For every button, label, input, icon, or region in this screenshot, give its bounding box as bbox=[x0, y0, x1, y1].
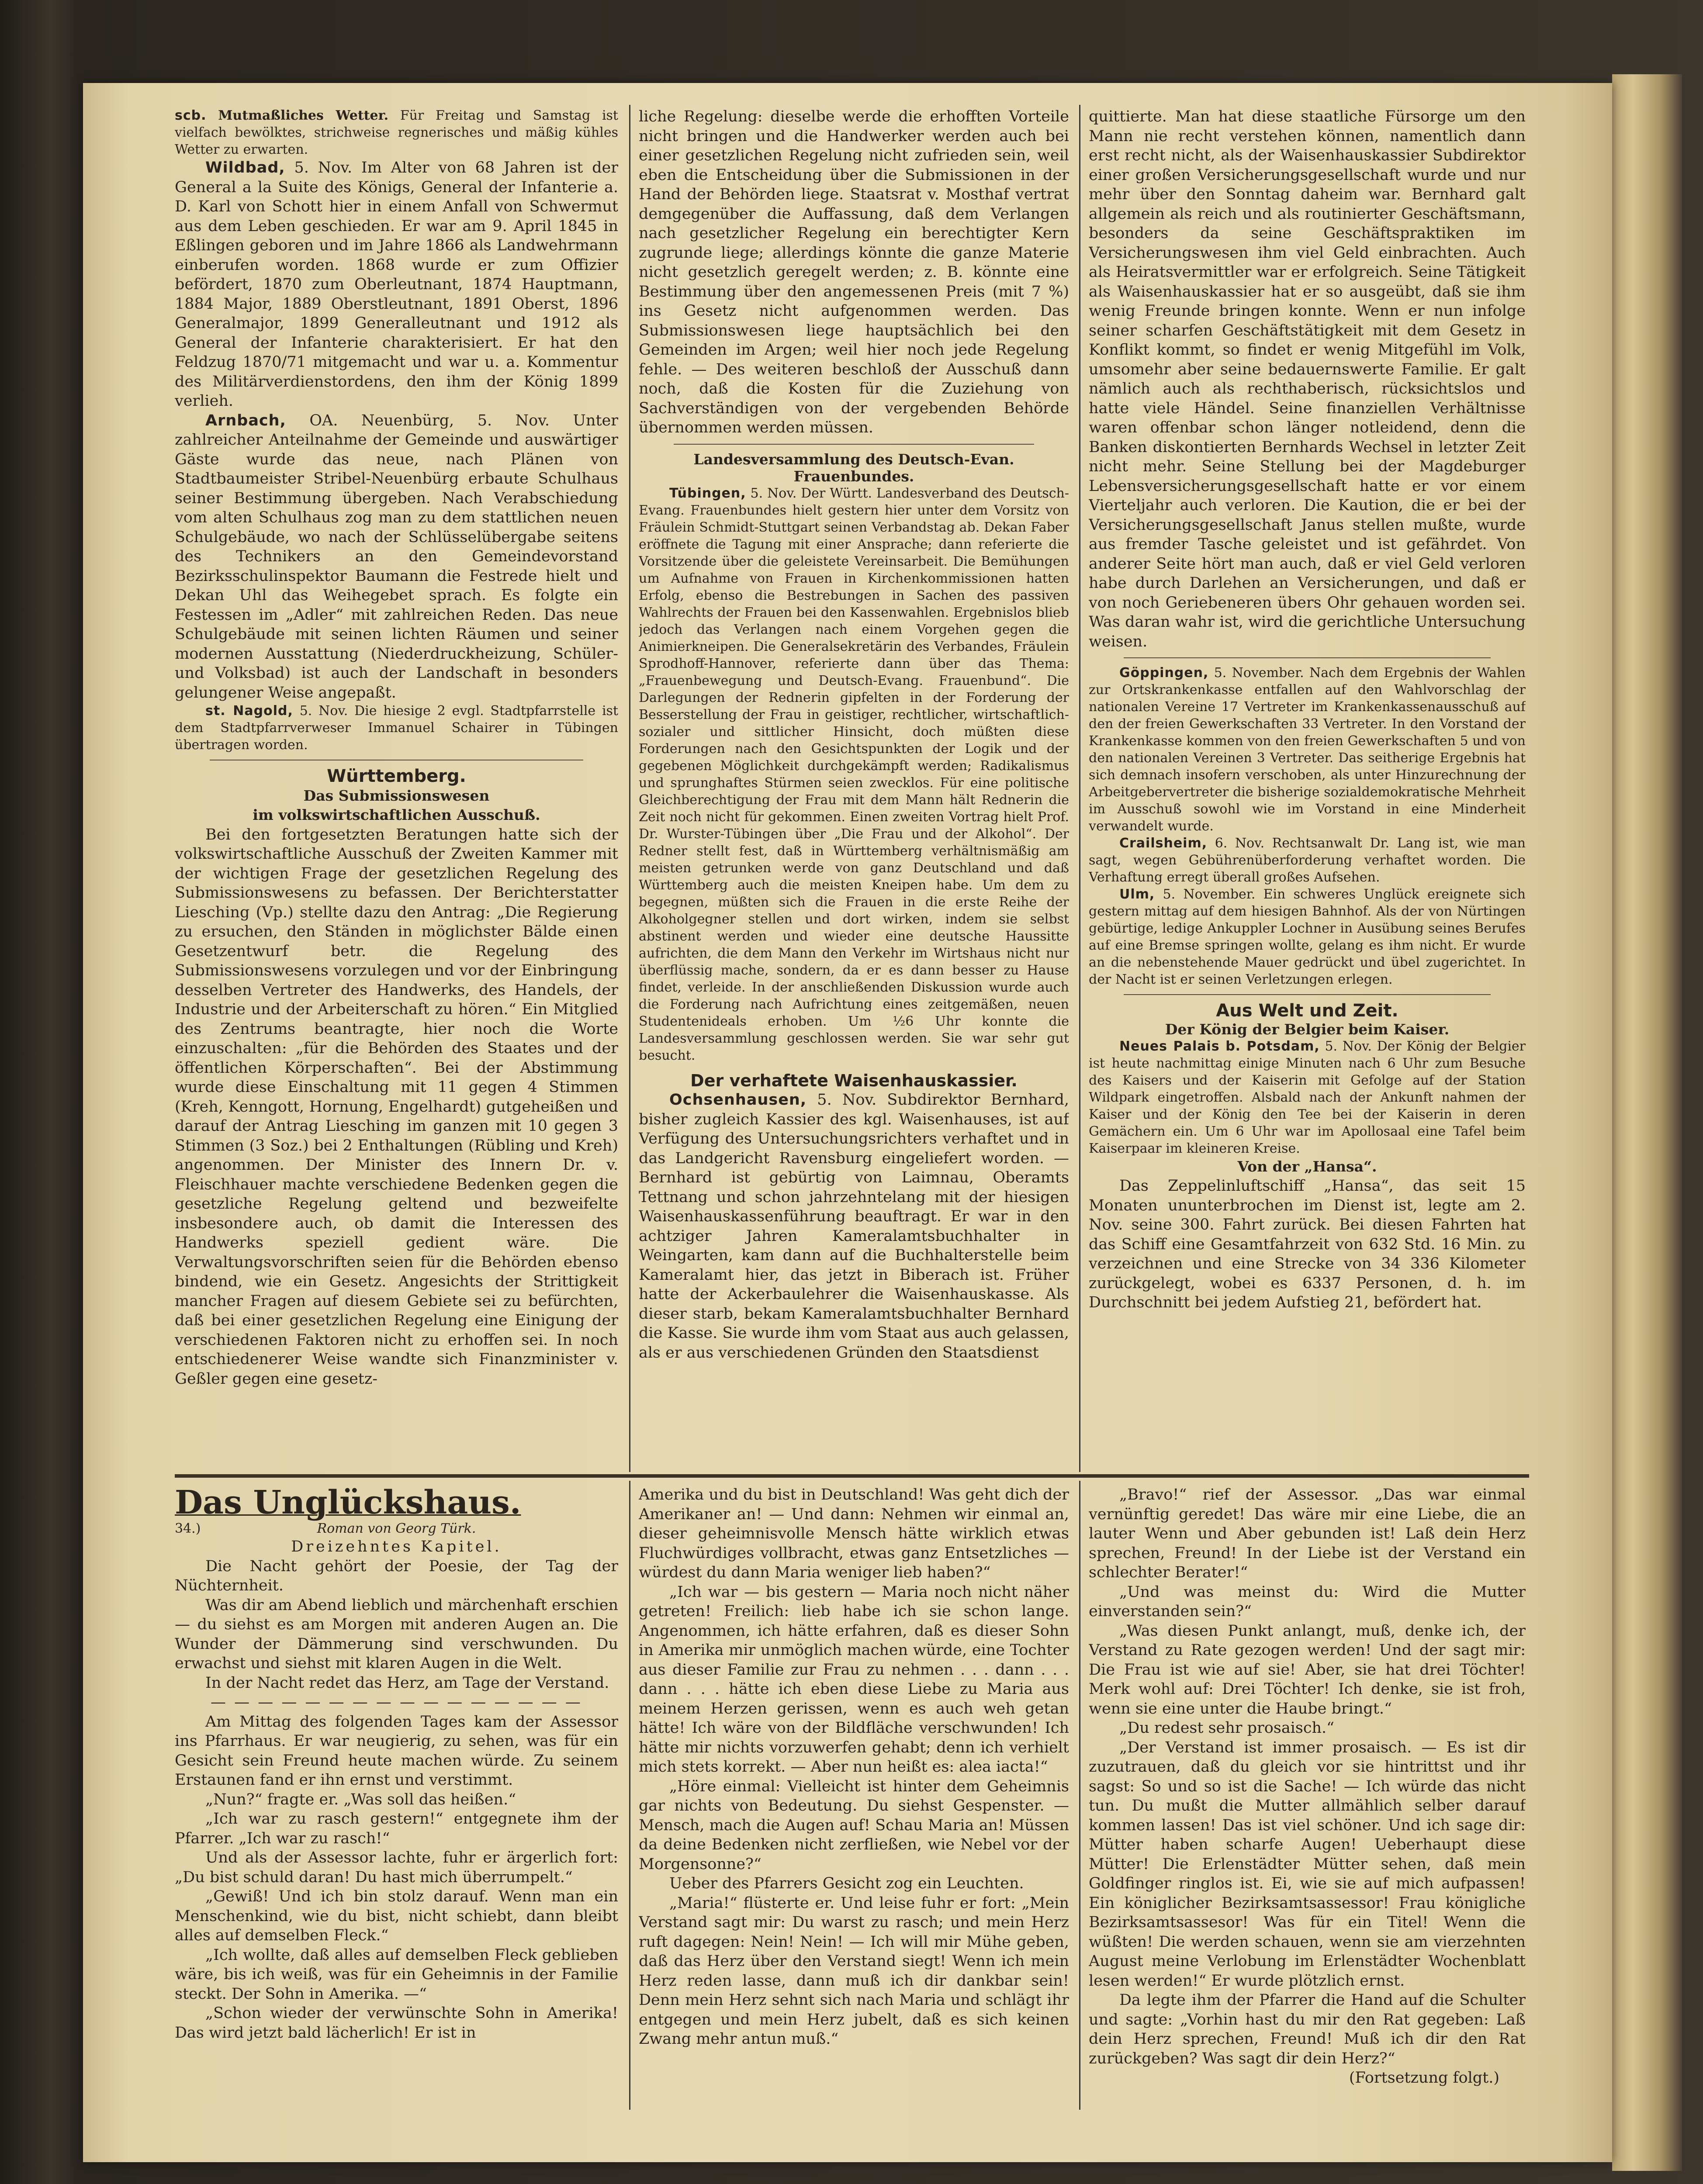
news-column-1 bbox=[175, 107, 618, 1472]
article-subheading: im volkswirtschaftlichen Ausschuß. bbox=[253, 806, 540, 823]
novel-paragraph: „Schon wieder der verwünschte Sohn in Amerika! Das wird jetzt bald lächerlich! Er ist in bbox=[175, 2004, 618, 2042]
column-rule bbox=[629, 1481, 630, 2110]
novel-paragraph: „Und was meinst du: Wird die Mutter einverstanden sein?“ bbox=[1089, 1583, 1526, 1620]
novel-paragraph: „Nun?“ fragte er. „Was soll das heißen.“ bbox=[205, 1790, 516, 1808]
chapter-heading: Dreizehntes Kapitel. bbox=[291, 1538, 502, 1555]
novel-paragraph: Ueber des Pfarrers Gesicht zog ein Leuchten. bbox=[669, 1875, 1024, 1892]
novel-paragraph: „Du redest sehr prosaisch.“ bbox=[1119, 1719, 1334, 1737]
novel-paragraph: Was dir am Abend lieblich und märchenhaft erschien — du siehst es am Morgen mit anderen Augen an. Die Wunder der Dämmerung sind verschwunden. Du erwachst und siehst mit klaren Augen in die Welt. bbox=[175, 1596, 618, 1672]
section-rule bbox=[1124, 994, 1491, 995]
nagold-item: st. Nagold, 5. Nov. Die hiesige 2 evgl. Stadtpfarrstelle ist dem Stadtpfarrverweser Immanuel Schairer in Tübingen übertragen worden. bbox=[175, 703, 618, 753]
article-heading: Von der „Hansa“. bbox=[1237, 1158, 1377, 1175]
weather-heading: Mutmaßliches Wetter. bbox=[218, 108, 389, 123]
feuilleton-rule bbox=[175, 1474, 1529, 1478]
article-heading: Der verhaftete Waisenhauskassier. bbox=[690, 1071, 1018, 1090]
scene-break: — — — — — — — — — — — — — — — — bbox=[211, 1693, 582, 1711]
novel-paragraph: „Ich war — bis gestern — Maria noch nicht näher getreten! Freilich: lieb habe ich sie schon lange. Angenommen, ich hätte erfahren, daß es dieser Sohn in Amerika mir unmöglich machen würde, eine Tochter aus dieser Familie zur Frau zu nehmen . . . dann . . . dann . . . hätte ich eben diese Liebe zu Maria aus meinem Herzen gerissen, wenn es auch weh getan hätte! Ich wäre von der Bildfläche verschwunden! Ich hätte mir nichts vorzuwerfen gehabt; denn ich verhielt mich stets korrekt. — Aber nun heißt es: alea iacta!“ bbox=[639, 1583, 1069, 1776]
novel-title: Das Unglückshaus. bbox=[175, 1485, 521, 1521]
section-heading-wuerttemberg: Württemberg. bbox=[327, 766, 466, 786]
article-body: Das Zeppelinluftschiff „Hansa“, das seit 15 Monaten ununterbrochen im Dienst ist, legte am 2. Nov. seine 300. Fahrt zurück. Bei diesen Fahrten hat das Schiff eine Gesamtfahrzeit von 632 Std. 16 Min. zu verzeichnen und eine Strecke von 34 336 Kilometer zurückgelegt, wobei es 6337 Personen, d. h. im Durchschnitt bei jedem Aufstieg 21, befördert hat. bbox=[1089, 1177, 1526, 1311]
novel-column-2 bbox=[639, 1485, 1069, 2110]
potsdam-item: Neues Palais b. Potsdam, 5. Nov. Der König der Belgier ist heute nachmittag einige Minuten nach 6 Uhr zum Besuche des Kaisers und der Kaiserin mit Gefolge auf der Station Wildpark eingetroffen. Alsbald nach der Ankunft nahmen der Kaiser und der König den Tee bei der Kaiserin in deren Gemächern ein. Um 6 Uhr war im Apollosaal eine Tafel beim Kaiserpaar im kleineren Kreise. bbox=[1089, 1038, 1526, 1156]
tuebingen-item: Tübingen, 5. Nov. Der Württ. Landesverband des Deutsch-Evang. Frauenbundes hielt gestern hier unter dem Vorsitz von Fräulein Schmidt-Stuttgart seinen Verbandstag ab. Dekan Faber eröffnete die Tagung mit einer Ansprache; dann referierte die Vorsitzende über die geleistete Vereinsarbeit. Die Bemühungen um Aufnahme von Frauen in Kirchenkommissionen hatten Erfolg, ebenso die Bestrebungen in Sachen des passiven Wahlrechts der Frauen bei den Kassenwahlen. Ergebnislos blieb jedoch das Verlangen nach einem Vorgehen gegen die Animierkneipen. Die Generalsekretärin des Verbandes, Fräulein Sprodhoff-Hannover, referierte dann über das Thema: „Frauenbewegung und Deutsch-Evang. Frauenbund“. Die Darlegungen der Rednerin gipfelten in der Forderung der Besserstellung der Frau in geistiger, rechtlicher, wirtschaftlich-sozialer und sittlicher Hinsicht, doch müßten diese Forderungen nach den Gesichtspunkten der Logik und der gegebenen Möglichkeit durchgekämpft werden; Radikalismus und sprunghaftes Stürmen seien zwecklos. Für eine politische Gleichberechtigung der Frau mit dem Mann hält Rednerin die Zeit noch nicht für gekommen. Einen zweiten Vortrag hielt Prof. Dr. Wurster-Tübingen über „Die Frau und der Alkohol“. Der Redner stellt fest, daß in Württemberg verhältnismäßig am meisten getrunken werde von ganz Deutschland und daß Württemberg auch die meisten Kneipen habe. Um dem zu begegnen, müßten sich die Frauen in die erste Reihe der Alkoholgegner stellen und dort wirken, indem sie selbst abstinent werden und wieder eine deutsche Haussitte aufrichten, die dem Mann den Verkehr im Wirtshaus nicht nur überflüssig mache, sondern, da er es dann besser zu Hause findet, verleide. In der anschließenden Diskussion wurde auch die Forderung nach Aufrichtung eines zeitgemäßen, neuen Studentenideals erhoben. Um ½6 Uhr konnte die Landesversammlung geschlossen werden. Sie war sehr gut besucht. bbox=[639, 485, 1069, 1063]
goeppingen-item: Göppingen, 5. November. Nach dem Ergebnis der Wahlen zur Ortskrankenkasse entfallen auf den Wahlvorschlag der nationalen Vereine 17 Vertreter im Krankenkassenausschuß auf den der freien Gewerkschaften 33 Vertreter. In den Vorstand der Krankenkasse kommen von den freien Gewerkschaften 5 und von den nationalen Vereinen 3 Vertreter. Das seitherige Ergebnis hat sich demnach insofern verschoben, als unter Hinzurechnung der Arbeitgebervertreter die bisherige sozialdemokratische Mehrheit im Ausschuß sowohl wie im Vorstand in eine Minderheit verwandelt wurde. bbox=[1089, 665, 1526, 834]
crailsheim-item: Crailsheim, 6. Nov. Rechtsanwalt Dr. Lang ist, wie man sagt, wegen Gebührenüberforderung verhaftet worden. Die Verhaftung erregt überall großes Aufsehen. bbox=[1089, 836, 1526, 885]
novel-paragraph: Und als der Assessor lachte, fuhr er ärgerlich fort: „Du bist schuld daran! Du hast mich überrumpelt.“ bbox=[175, 1849, 618, 1886]
section-rule bbox=[1124, 657, 1491, 658]
novel-paragraph: In der Nacht redet das Herz, am Tage der Verstand. bbox=[205, 1674, 609, 1692]
novel-column-1 bbox=[175, 1485, 618, 2110]
novel-paragraph: „Ich war zu rasch gestern!“ entgegnete ihm der Pfarrer. „Ich war zu rasch!“ bbox=[175, 1810, 618, 1847]
installment-number: 34.) bbox=[175, 1521, 201, 1536]
weather-item: scb. Mutmaßliches Wetter. Für Freitag und Samstag ist vielfach bewölktes, strichweise regnerisches und mäßig kühles Wetter zu erwarten. bbox=[175, 108, 618, 157]
novel-paragraph: „Gewiß! Und ich bin stolz darauf. Wenn man ein Menschenkind, wie du bist, nicht schiebt, dann bleibt alles auf demselben Fleck.“ bbox=[175, 1888, 618, 1944]
ulm-item: Ulm, 5. November. Ein schweres Unglück ereignete sich gestern mittag auf dem hiesigen Bahnhof. Als der von Nürtingen gebürtige, ledige Ankuppler Lochner in Ausübung seines Berufes auf eine Bremse springen wollte, gelang es ihm nicht. Er wurde an die nebenstehende Mauer gedrückt und übel zugerichtet. In der Nacht ist er seinen Verletzungen erlegen. bbox=[1089, 887, 1526, 987]
column-rule bbox=[629, 105, 630, 1472]
column-rule bbox=[1079, 1481, 1080, 2110]
novel-paragraph: „Maria!“ flüsterte er. Und leise fuhr er fort: „Mein Verstand sagt mir: Du warst zu rasch; und mein Herz ruft dagegen: Nein! Nein! — Ich will mir Mühe geben, daß das Herz über den Verstand siegt! Wenn ich mein Herz reden lasse, dann muß ich dir dankbar sein! Denn mein Herz sehnt sich nach Maria und schlägt ihr entgegen und mein Herz jubelt, daß es sich keinen Zwang mehr antun muß.“ bbox=[639, 1894, 1069, 2048]
article-heading: Der König der Belgier beim Kaiser. bbox=[1165, 1020, 1450, 1038]
wildbad-item: Wildbad, 5. Nov. Im Alter von 68 Jahren ist der General a la Suite des Königs, General der Infanterie a. D. Karl von Schott hier in einem Anfall von Schwermut aus dem Leben geschieden. Er war am 9. April 1845 in Eßlingen geboren und im Jahre 1866 als Landwehrmann einberufen worden. 1868 wurde er zum Offizier befördert, 1870 zum Oberleutnant, 1874 Hauptmann, 1884 Major, 1889 Oberstleutnant, 1891 Oberst, 1896 Generalmajor, 1899 Generalleutnant und 1912 als General der Infanterie charakterisiert. Er hat den Feldzug 1870/71 mitgemacht und war u. a. Kommentur des Militärverdienstordens, den ihm der König 1899 verlieh. bbox=[175, 159, 618, 410]
news-column-2 bbox=[639, 107, 1069, 1472]
novel-paragraph: Die Nacht gehört der Poesie, der Tag der Nüchternheit. bbox=[175, 1557, 618, 1594]
novel-paragraph: „Ich wollte, daß alles auf demselben Fleck geblieben wäre, bis ich weiß, was für ein Geheimnis in der Familie steckt. Der Sohn in Amerika. —“ bbox=[175, 1946, 618, 2003]
novel-author: Roman von Georg Türk. bbox=[317, 1521, 476, 1536]
arnbach-item: Arnbach, OA. Neuenbürg, 5. Nov. Unter zahlreicher Anteilnahme der Gemeinde und auswärtiger Gäste wurde das neue, nach Plänen von Stadtbaumeister Stribel-Neuenbürg erbaute Schulhaus seiner Bestimmung übergeben. Nach Verabschiedung vom alten Schulhaus zog man zu dem stattlichen neuen Schulgebäude, wo nach der Schlüsselübergabe seitens des Technikers an den Gemeindevorstand Bezirksschulinspektor Baumann die Festrede hielt und Dekan Uhl das Weihegebet sprach. Es folgte ein Festessen im „Adler“ mit zahlreichen Reden. Das neue Schulgebäude mit seinen lichten Räumen und seiner modernen Ausstattung (Niederdruckheizung, Schüler- und Volksbad) ist auch der Landschaft in besonders gelungener Weise angepaßt. bbox=[175, 411, 618, 702]
article-body: quittierte. Man hat diese staatliche Fürsorge um den Mann nie recht verstehen können, namentlich dann erst recht nicht, als der Waisenhauskassier Subdirektor einer großen Versicherungsgesellschaft wurde und nur mehr über den Sonntag daheim war. Bernhard galt allgemein als reich und als routinierter Geschäftsmann, besonders da seine Geschäftspraktiken im Versicherungswesen ihm viel Geld einbrachten. Auch als Heiratsvermittler war er erfolgreich. Seine Tätigkeit als Waisenhauskassier hat er so ausgeübt, daß sie ihm wenig Freunde bringen konnte. Wenn er nun infolge seiner scharfen Geschäftstätigkeit mit dem Gesetz in Konflikt kommt, so findet er wenig Mitgefühl im Volk, umsomehr aber seine bedauernswerte Familie. Er galt nämlich auch als rechthaberisch, rücksichtslos und hatte viele Händel. Seine finanziellen Verhältnisse waren offenbar schon länger notleidend, denn die Banken diskontierten Bernhards Wechsel in letzter Zeit nicht mehr. Seine Stellung bei der Magdeburger Lebensversicherungsgesellschaft hatte er vor einem Vierteljahr auch verloren. Die Kaution, die er bei der Versicherungsgesellschaft Janus stellen mußte, wurde aus fremder Tasche geleistet und ist gefährdet. Von anderer Seite hört man auch, daß er viel Geld verloren habe durch Darlehen an Versicherungen, und daß er von noch Geriebeneren übers Ohr gehauen worden sei. Was daran wahr ist, wird die gerichtliche Untersuchung weisen. bbox=[1089, 108, 1526, 650]
column-rule bbox=[1079, 105, 1080, 1472]
article-body: Bei den fortgesetzten Beratungen hatte sich der volkswirtschaftliche Ausschuß der Zweiten Kammer mit der wichtigen Frage der gesetzlichen Regelung des Submissionswesens zu befassen. Der Berichterstatter Liesching (Vp.) stellte dazu den Antrag: „Die Regierung zu ersuchen, den Ständen in möglichster Bälde einen Gesetzentwurf betr. die Regelung des Submissionswesens vorzulegen und vor der Einbringung desselben Vertreter des Handwerks, des Handels, der Industrie und der Arbeiterschaft zu hören.“ Ein Mitglied des Zentrums beantragte, hier noch die Worte einzuschalten: „für die Behörden des Staates und der öffentlichen Körperschaften“. Bei der Abstimmung wurde diese Einschaltung mit 11 gegen 4 Stimmen (Kreh, Kenngott, Hornung, Engelhardt) gutgeheißen und darauf der Antrag Liesching im ganzen mit 10 gegen 3 Stimmen (3 Soz.) bei 2 Enthaltungen (Rübling und Kreh) angenommen. Der Minister des Innern Dr. v. Fleischhauer machte verschiedene Bedenken gegen die gesetzliche Regelung geltend und bezweifelte insbesondere auch, ob damit die Interessen des Handwerks speziell gedient wäre. Die Verwaltungsvorschriften seien für die Behörden ebenso bindend, wie ein Gesetz. Angesichts der Strittigkeit mancher Fragen auf diesem Gebiete sei zu befürchten, daß bei einer gesetzlichen Regelung eine Einigung der verschiedenen Faktoren nicht zu erhoffen sei. In noch entschiedenerer Weise wandte sich Finanzminister v. Geßler gegen eine gesetz- bbox=[175, 826, 618, 1388]
novel-paragraph: „Bravo!“ rief der Assessor. „Das war einmal vernünftig geredet! Das wäre mir eine Liebe, die an lauter Wenn und Aber gebunden ist! Laß dein Herz sprechen, Freund! In der Liebe ist der Verstand ein schlechter Berater!“ bbox=[1089, 1486, 1526, 1581]
novel-paragraph: Am Mittag des folgenden Tages kam der Assessor ins Pfarrhaus. Er war neugierig, zu sehen, was für ein Gesicht sein Freund heute machen würde. Zu seinem Erstaunen fand er ihn ernst und verstimmt. bbox=[175, 1713, 618, 1789]
novel-paragraph: „Der Verstand ist immer prosaisch. — Es ist dir zuzutrauen, daß du gleich vor sie hintrittst und ihr sagst: So und so ist die Sache! — Ich würde das nicht tun. Du mußt die Mutter allmählich selber darauf kommen lassen! Das ist viel schöner. Und ich sage dir: Mütter haben scharfe Augen! Ueberhaupt diese Mütter! Die Erlenstädter Mütter sehen, daß mein Goldfinger ringlos ist. Ei, wie sie auf mich aufpassen! Ein königlicher Bezirksamtsassessor! Frau königliche Bezirksamtsassesor! Was für ein Titel! Wenn die wüßten! Die werden schauen, wenn sie am vierzehnten August meine Verlobung im Erlenstädter Wochenblatt lesen werden!“ Er wurde plötzlich ernst. bbox=[1089, 1738, 1526, 1990]
novel-paragraph: Amerika und du bist in Deutschland! Was geht dich der Amerikaner an! — Und dann: Nehmen wir einmal an, dieser geheimnisvolle Mensch hätte wirklich etwas Fluchwürdiges vollbracht, etwas ganz Entsetzliches — würdest du dann Maria weniger lieb haben?“ bbox=[639, 1486, 1069, 1581]
article-body: liche Regelung: dieselbe werde die erhofften Vorteile nicht bringen und die Handwerker werden auch bei einer gesetzlichen Regelung nicht zufrieden sein, weil eben die Entscheidung über die Submissionen in der Hand der Behörden liege. Staatsrat v. Mosthaf vertrat demgegenüber die Auffassung, daß dem Verlangen nach gesetzlicher Regelung ein berechtigter Kern zugrunde liege; allerdings könnte die ganze Materie nicht gesetzlich geregelt werden; z. B. könnte eine Bestimmung über den angemessenen Preis (mit 7 %) ins Gesetz nicht aufgenommen werden. Das Submissionswesen liege hauptsächlich bei den Gemeinden im Argen; weil hier noch jede Regelung fehle. — Des weiteren beschloß der Ausschuß dann noch, daß die Kosten für die Zuziehung von Sachverständigen von der vergebenden Behörde übernommen werden müssen. bbox=[639, 108, 1069, 436]
novel-column-3 bbox=[1089, 1485, 1526, 2110]
article-heading: Das Submissionswesen bbox=[303, 787, 490, 804]
article-heading: Landesversammlung des Deutsch-Evan. Frauenbundes. bbox=[693, 450, 1014, 485]
section-heading-welt: Aus Welt und Zeit. bbox=[1216, 1001, 1398, 1021]
novel-paragraph: „Höre einmal: Vielleicht ist hinter dem Geheimnis gar nichts von Bedeutung. Du siehst Gespenster. — Mensch, mach die Augen auf! Schau Maria an! Müssen da deine Bedenken nicht zerfließen, wie Nebel vor der Morgensonne?“ bbox=[639, 1777, 1069, 1873]
next-page-edge bbox=[1612, 74, 1682, 2171]
novel-paragraph: Da legte ihm der Pfarrer die Hand auf die Schulter und sagte: „Vorhin hast du mir den Rat gegeben: Laß dein Herz sprechen, Freund! Muß ich dir den Rat zurückgeben? Was sagt dir dein Herz?“ bbox=[1089, 1991, 1526, 2067]
novel-paragraph: „Was diesen Punkt anlangt, muß, denke ich, der Verstand zu Rate gezogen werden! Und der sagt mir: Die Frau ist wie auf sie! Aber, sie hat drei Töchter! Merk wohl auf: Drei Töchter! Ich denke, sie ist froh, wenn sie eine unter die Haube bringt.“ bbox=[1089, 1622, 1526, 1717]
continuation-note: (Fortsetzung folgt.) bbox=[1349, 2069, 1499, 2087]
news-column-3 bbox=[1089, 107, 1526, 1472]
section-rule bbox=[674, 444, 1034, 445]
ochsenhausen-item: Ochsenhausen, 5. Nov. Subdirektor Bernhard, bisher zugleich Kassier des kgl. Waisenhauses, ist auf Verfügung des Untersuchungsrichters verhaftet und in das Landgericht Ravensburg eingeliefert worden. — Bernhard ist gebürtig von Laimnau, Oberamts Tettnang und schon jahrzehntelang mit der hiesigen Waisenhauskassenführung beauftragt. Er war in den achtziger Jahren Kameralamtsbuchhalter in Weingarten, kam dann auf die Buchhalterstelle beim Kameralamt hier, das jetzt in Biberach ist. Früher hatte der Ackerbaulehrer die Waisenhauskasse. Als dieser starb, bekam Kameralamtsbuchhalter Bernhard die Kasse. Sie wurde ihm vom Staat aus auch gelassen, als er aus verschiedenen Gründen den Staatsdienst bbox=[639, 1091, 1069, 1362]
